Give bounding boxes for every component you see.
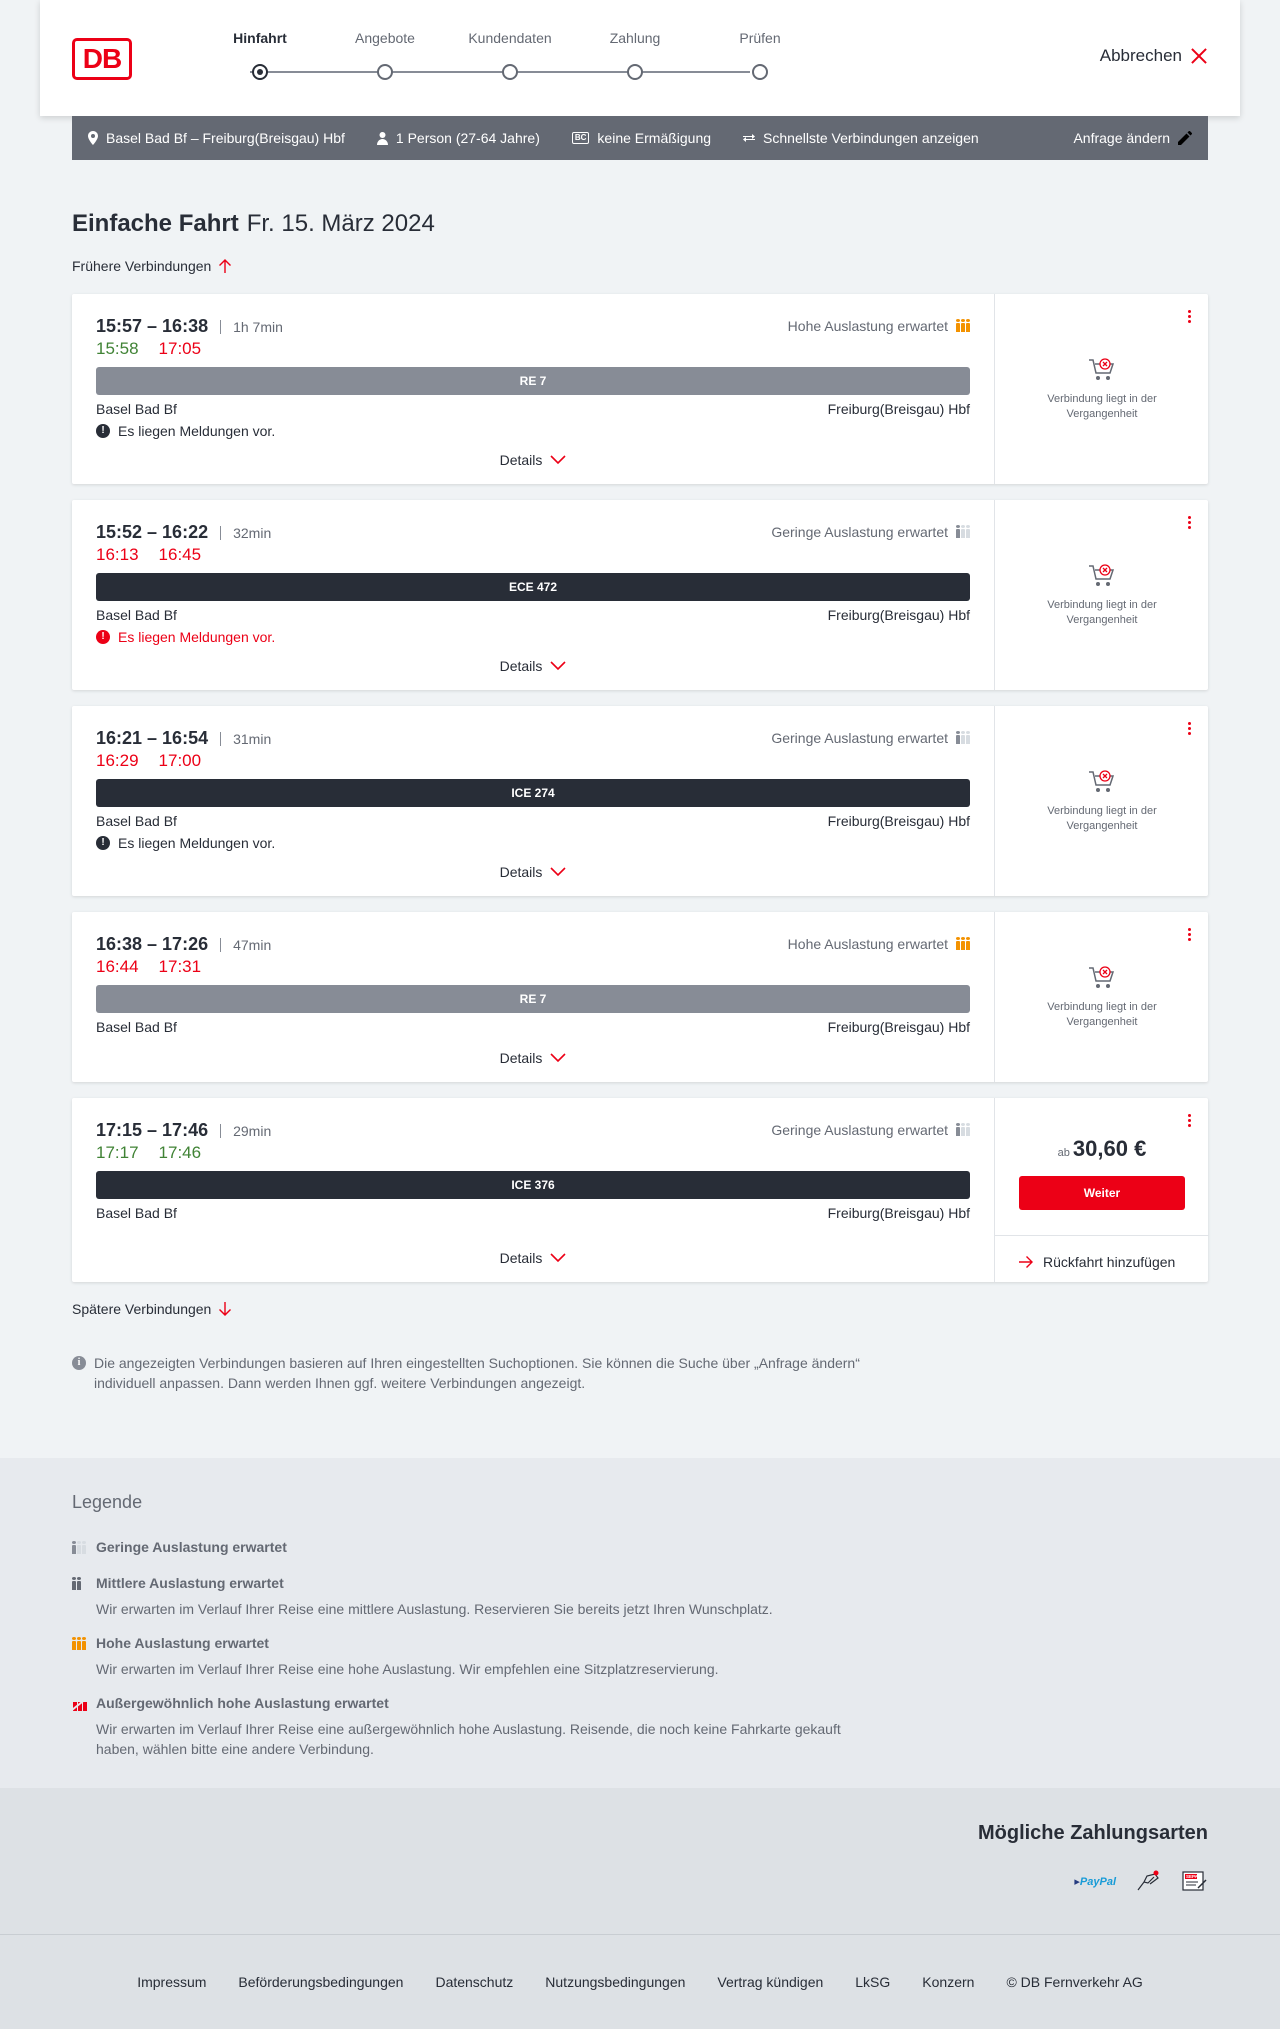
realtime-departure: 15:58 [96,339,139,358]
scheduled-times: 16:21 – 16:54 [96,728,209,748]
step-pruefen [710,30,810,80]
details-label: Details [499,1050,543,1066]
info-text: Die angezeigten Verbindungen basieren auf Ihren eingestellten Suchoptionen. Sie können die Suche über „Anfrage ändern“ individuell anpassen. Dann werden Ihnen ggf. weitere Verbindungen angezeigt. [94,1355,860,1391]
exclamation-icon: ! [96,836,110,850]
load-indicator [788,936,970,952]
connection-times [96,728,271,749]
header [40,0,1240,116]
footer-copyright: © DB Fernverkehr AG [1006,1974,1143,1990]
more-options-icon[interactable] [1188,1114,1192,1127]
destination-station: Freiburg(Breisgau) Hbf [827,401,970,417]
realtime-times [96,1143,201,1163]
more-options-icon[interactable] [1188,310,1192,323]
extreme-load-icon [72,1697,88,1711]
connection-card [72,500,1208,690]
step-kundendaten [460,30,560,80]
realtime-times [96,751,201,771]
connection-action [994,1098,1208,1282]
legend-item-low [72,1539,872,1555]
connection-action [994,294,1208,484]
realtime-arrival: 17:31 [158,957,202,976]
connection-times [96,934,271,955]
location-pin-icon [88,131,98,145]
change-request-label: Anfrage ändern [1073,130,1170,146]
load-text: Geringe Auslastung erwartet [771,524,948,540]
more-options-icon[interactable] [1188,722,1192,735]
train-bar: ICE 376 [96,1171,970,1199]
earlier-connections-link[interactable] [72,258,231,274]
scheduled-times: 15:57 – 16:38 [96,316,209,336]
origin-station: Basel Bad Bf [96,1019,177,1035]
info-icon: i [72,1356,86,1370]
connection-action [994,706,1208,896]
load-indicator [771,730,970,746]
past-text-line-1: Verbindung liegt in der [1047,599,1157,611]
past-connection-notice [995,358,1209,422]
step-label: Kundendaten [468,30,552,46]
persons-summary [377,130,540,146]
footer-link-befoerderung[interactable]: Beförderungsbedingungen [238,1974,404,1990]
connection-info [72,500,994,690]
destination-station: Freiburg(Breisgau) Hbf [827,1205,970,1221]
discount-text: keine Ermäßigung [597,130,712,146]
details-label: Details [499,452,543,468]
past-text-line-2: Vergangenheit [1066,614,1138,626]
train-bar: RE 7 [96,985,970,1013]
message-text: Es liegen Meldungen vor. [118,629,276,645]
details-toggle[interactable] [72,1050,994,1066]
train-bar: RE 7 [96,367,970,395]
low-load-icon [956,1124,970,1136]
route-text: Basel Bad Bf – Freiburg(Breisgau) Hbf [106,130,345,146]
legend-item-title: Geringe Auslastung erwartet [96,1539,287,1555]
step-hinfahrt[interactable] [210,30,310,80]
chevron-down-icon [550,867,566,877]
realtime-departure: 16:13 [96,545,139,564]
page-title [72,210,435,238]
step-zahlung [585,30,685,80]
realtime-times [96,957,201,977]
step-angebote [335,30,435,80]
trip-type: Einfache Fahrt [72,210,239,237]
cart-blocked-icon [1088,770,1116,796]
details-toggle[interactable] [72,864,994,880]
details-toggle[interactable] [72,1250,994,1266]
high-load-icon [956,320,970,332]
connection-card [72,706,1208,896]
load-text: Hohe Auslastung erwartet [787,936,948,952]
step-dot [502,64,518,80]
realtime-arrival: 17:46 [158,1143,202,1162]
past-text-line-1: Verbindung liegt in der [1047,1001,1157,1013]
past-text-line-2: Vergangenheit [1066,820,1138,832]
more-options-icon[interactable] [1188,928,1192,941]
details-label: Details [499,1250,543,1266]
swap-arrows-icon [743,133,755,143]
origin-station: Basel Bad Bf [96,401,177,417]
arrow-up-icon [219,259,231,273]
duration: 29min [220,1124,271,1138]
train-bar: ICE 274 [96,779,970,807]
low-load-icon [956,526,970,538]
low-load-icon [956,732,970,744]
legend-section [0,1458,1280,1788]
destination-station: Freiburg(Breisgau) Hbf [827,1019,970,1035]
earlier-label: Frühere Verbindungen [72,258,212,274]
footer-link-nutzung[interactable]: Nutzungsbedingungen [545,1974,686,1990]
details-label: Details [499,658,543,674]
connection-times [96,522,271,543]
credit-card-hand-icon [1136,1870,1162,1892]
paypal-icon: ▸PayPal [1074,1875,1116,1888]
medium-load-icon [72,1578,81,1590]
legend-item-desc: Wir erwarten im Verlauf Ihrer Reise eine außergewöhnlich hohe Auslastung. Reisende, die noch keine Fahrkarte gekauft haben, wählen bitte eine andere Verbindung. [96,1721,841,1757]
scheduled-times: 17:15 – 17:46 [96,1120,209,1140]
price-prefix: ab [1057,1147,1070,1159]
legend-title: Legende [72,1492,143,1512]
legend-item-title: Außergewöhnlich hohe Auslastung erwartet [96,1695,389,1711]
exclamation-icon: ! [96,424,110,438]
exclamation-icon: ! [96,630,110,644]
option-summary [743,130,979,146]
payment-icons [1074,1870,1208,1892]
load-text: Geringe Auslastung erwartet [771,730,948,746]
realtime-departure: 16:44 [96,957,139,976]
connection-info [72,912,994,1082]
duration: 31min [220,732,271,746]
later-connections-link[interactable] [72,1301,231,1317]
step-dot [377,64,393,80]
sepa-icon [1182,1870,1208,1892]
details-label: Details [499,864,543,880]
duration: 1h 7min [220,320,283,334]
person-icon [377,132,388,145]
past-text-line-1: Verbindung liegt in der [1047,393,1157,405]
more-options-icon[interactable] [1188,516,1192,529]
chevron-down-icon [550,1053,566,1063]
connection-info [72,1098,994,1282]
message-text: Es liegen Meldungen vor. [118,423,276,439]
realtime-departure: 16:29 [96,751,139,770]
chevron-down-icon [550,455,566,465]
past-text-line-1: Verbindung liegt in der [1047,805,1157,817]
trip-date: Fr. 15. März 2024 [246,210,435,237]
message-notice [96,423,275,439]
connection-info [72,706,994,896]
svg-text:SEPA: SEPA [1186,1874,1198,1880]
realtime-times [96,545,201,565]
high-load-icon [956,938,970,950]
destination-station: Freiburg(Breisgau) Hbf [827,607,970,623]
price [995,1136,1209,1162]
load-indicator [771,524,970,540]
search-summary-bar [72,116,1208,160]
connection-action [994,912,1208,1082]
connection-card [72,912,1208,1082]
low-load-icon [72,1542,86,1554]
change-request-button[interactable] [1073,130,1192,146]
legend-item-medium [72,1575,872,1619]
connection-card [72,1098,1208,1282]
high-load-icon [72,1638,86,1650]
step-label: Angebote [355,30,415,46]
price-value: 30,60 € [1072,1136,1147,1161]
origin-station: Basel Bad Bf [96,813,177,829]
step-dot [627,64,643,80]
legend-item-desc: Wir erwarten im Verlauf Ihrer Reise eine hohe Auslastung. Wir empfehlen eine Sitzplatzreservierung. [96,1661,719,1677]
legend-item-desc: Wir erwarten im Verlauf Ihrer Reise eine mittlere Auslastung. Reservieren Sie bereits jetzt Ihren Wunschplatz. [96,1601,773,1617]
step-label: Hinfahrt [233,30,287,46]
legend-item-extreme [72,1695,872,1759]
connection-card [72,294,1208,484]
load-indicator [771,1122,970,1138]
scheduled-times: 15:52 – 16:22 [96,522,209,542]
payment-title: Mögliche Zahlungsarten [977,1822,1208,1844]
step-label: Prüfen [739,30,781,46]
past-connection-notice [995,770,1209,834]
cart-blocked-icon [1088,966,1116,992]
realtime-arrival: 17:05 [158,339,202,358]
message-notice [96,629,275,645]
realtime-times [96,339,201,359]
connection-action [994,500,1208,690]
legend-item-high [72,1635,872,1679]
origin-station: Basel Bad Bf [96,1205,177,1221]
past-connection-notice [995,966,1209,1030]
step-label: Zahlung [609,30,661,46]
footer-link-impressum[interactable]: Impressum [137,1974,207,1990]
footer-link-kuendigen[interactable]: Vertrag kündigen [717,1974,824,1990]
connection-times [96,1120,271,1141]
close-icon [1190,47,1208,65]
step-dot [252,64,268,80]
bahncard-icon: BC [572,132,590,144]
origin-station: Basel Bad Bf [96,607,177,623]
message-notice [96,835,275,851]
route-summary [88,130,345,146]
duration: 47min [220,938,271,952]
load-indicator [788,318,970,334]
option-text: Schnellste Verbindungen anzeigen [763,130,979,146]
realtime-arrival: 17:00 [158,751,202,770]
connection-info [72,294,994,484]
cancel-label: Abbrechen [1099,46,1182,65]
legend-item-title: Hohe Auslastung erwartet [96,1635,269,1651]
step-dot [752,64,768,80]
persons-text: 1 Person (27-64 Jahre) [395,130,540,146]
scheduled-times: 16:38 – 17:26 [96,934,209,954]
train-bar: ECE 472 [96,573,970,601]
chevron-down-icon [550,661,566,671]
add-return-label: Rückfahrt hinzufügen [1043,1253,1176,1270]
realtime-departure: 17:17 [96,1143,139,1162]
footer-link-konzern[interactable]: Konzern [922,1974,975,1990]
message-text: Es liegen Meldungen vor. [118,835,276,851]
footer-link-datenschutz[interactable]: Datenschutz [435,1974,514,1990]
past-text-line-2: Vergangenheit [1066,1016,1138,1028]
realtime-arrival: 16:45 [158,545,202,564]
add-return-trip-button[interactable] [995,1235,1209,1287]
arrow-right-icon [1019,1256,1033,1268]
continue-button[interactable]: Weiter [1019,1176,1185,1210]
progress-steps [210,30,781,90]
connection-times [96,316,283,337]
db-logo[interactable]: DB [72,38,132,80]
arrow-down-icon [219,1302,231,1316]
details-toggle[interactable] [72,452,994,468]
duration: 32min [220,526,271,540]
payment-methods-section [0,1788,1280,1934]
load-text: Geringe Auslastung erwartet [771,1122,948,1138]
footer [0,1934,1280,2029]
details-toggle[interactable] [72,658,994,674]
destination-station: Freiburg(Breisgau) Hbf [827,813,970,829]
discount-summary [572,130,711,146]
later-label: Spätere Verbindungen [72,1301,212,1317]
cart-blocked-icon [1088,564,1116,590]
chevron-down-icon [550,1253,566,1263]
past-text-line-2: Vergangenheit [1066,408,1138,420]
pencil-icon [1178,131,1192,145]
info-notice [72,1353,862,1393]
legend-item-title: Mittlere Auslastung erwartet [96,1575,284,1591]
cancel-button[interactable] [1100,46,1208,66]
cart-blocked-icon [1088,358,1116,384]
past-connection-notice [995,564,1209,628]
load-text: Hohe Auslastung erwartet [787,318,948,334]
footer-link-lksg[interactable]: LkSG [855,1974,891,1990]
